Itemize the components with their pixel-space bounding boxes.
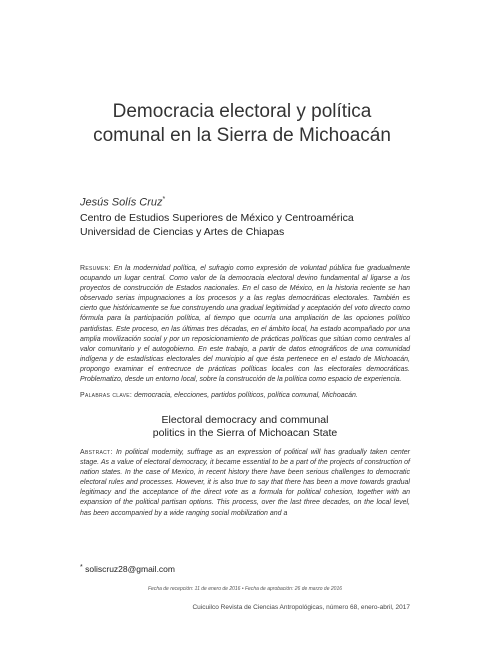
abstract-spanish (80, 264, 410, 385)
author-footnote (80, 564, 175, 574)
title-line: Democracia electoral y política (112, 101, 372, 122)
affiliation-2: Universidad de Ciencias y Artes de Chiapas (80, 226, 285, 238)
keywords-label: Palabras clave: (80, 392, 133, 399)
english-title-line: politics in the Sierra of Michoacan State (152, 427, 338, 439)
english-title (120, 414, 370, 440)
english-title-line: Electoral democracy and communal (161, 414, 329, 426)
keywords-text: democracia, elecciones, partidos políticos, política comunal, Michoacán. (134, 392, 358, 399)
author-name (80, 196, 165, 209)
author-footnote-mark: * (162, 196, 166, 203)
author-name-text: Jesús Solís Cruz (80, 196, 163, 209)
abstract-en-text: In political modernity, suffrage as an expression of political will has gradually taken center stage. As a value of electoral democracy, it became essential to be a part of the projects of construction of nation states. In the case of Mexico, in recent history there have been serious challenges to democratic electoral rules and processes. However, it is also true to say that there has been a move towards gradual legitimacy and the acceptance of the direct vote as a formula for political cohesion, together with an expansion of the political partisan options. This process, over the last three decades, on the local level, has been accompanied by a wide ranging social mobilization and a (80, 449, 410, 517)
article-title (72, 100, 412, 148)
affiliation-1: Centro de Estudios Superiores de México y Centroamérica (80, 212, 354, 224)
abstract-label: Resumen: (80, 265, 111, 272)
abstract-english (80, 448, 410, 519)
journal-citation: Cuicuilco Revista de Ciencias Antropológicas, número 68, enero-abril, 2017 (192, 604, 410, 611)
abstract-text: En la modernidad política, el sufragio como expresión de voluntad pública fue gradualmente ocupando un lugar central. Como valor de la democracia electoral devino fundamental al ligarse a los proyectos de construcción de Estados nacionales. En el caso de México, en la historia reciente se han observado serias impugnaciones a los procesos y a las reglas democráticas electorales. También es cierto que históricamente se fue construyendo una gradual legitimidad y aceptación del voto directo como fórmula para la participación política, al tiempo que ocurría una ampliación de las opciones político partidistas. Este proceso, en las últimas tres décadas, en el ámbito local, ha estado acompañado por una amplia movilización social y por un reposicionamiento de prácticas políticas que sitúan como centrales al valor comunitario y el autogobierno. En este trabajo, a partir de datos etnográficos de una comunidad indígena y de estadísticas electorales del municipio al que ésta pertenece en el estado de Michoacán, propongo examinar el entrecruce de prácticas políticas locales con las electorales democráticas. Problematizo, desde un entorno local, sobre la construcción de la política como espacio de experiencia. (80, 265, 410, 384)
abstract-en-label: Abstract: (80, 449, 113, 456)
keywords-spanish (80, 392, 410, 399)
submission-dates: Fecha de recepción: 11 de enero de 2016 • Fecha de aprobación: 26 de marzo de 2016 (147, 586, 343, 592)
title-line: comunal en la Sierra de Michoacán (93, 125, 391, 146)
footnote-mark: * (80, 564, 83, 571)
author-email[interactable]: solisc​ruz28@gmail.com (85, 564, 175, 574)
